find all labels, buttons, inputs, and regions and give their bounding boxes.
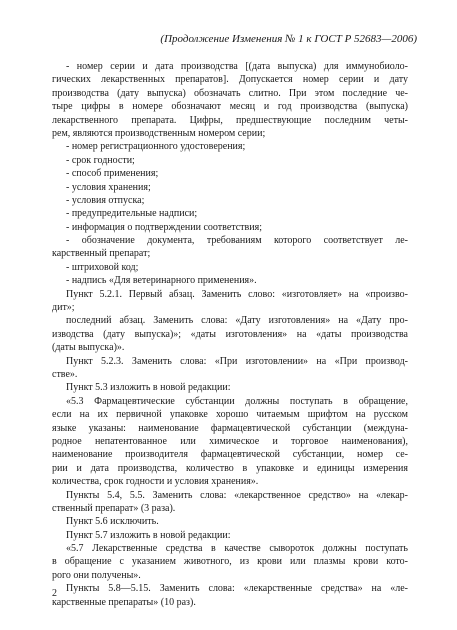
- text-line: дит»;: [52, 302, 75, 314]
- text-line: Пункт 5.2.1. Первый абзац. Заменить слово: «изготовляет» на «произво-: [66, 288, 408, 300]
- text-line: рем, являются производственным номером серии;: [52, 127, 266, 139]
- text-line: производства (дату выпуска) обозначать слитно. При этом последние че-: [52, 87, 408, 99]
- text-line: ственный препарат» (3 раза).: [52, 502, 176, 514]
- text-line: - номер серии и дата производства [(дата выпуска) для иммунобиоло-: [66, 61, 408, 72]
- text-line: гических лекарственных препаратов]. Допускается номер серии и дату: [52, 74, 408, 86]
- text-line: - условия отпуска;: [66, 194, 145, 206]
- text-line: количества, срок годности и условия хранения».: [52, 476, 259, 488]
- text-line: рого они получены».: [52, 569, 141, 581]
- text-line: - способ применения;: [66, 168, 159, 180]
- text-line: стве».: [52, 368, 78, 380]
- text-line: изводства (дату выпуска)»; «даты изготовления» на «даты производства: [52, 328, 408, 340]
- text-line: - условия хранения;: [66, 181, 151, 193]
- text-line: «5.3 Фармацевтические субстанции должны поступать в обращение,: [66, 395, 408, 407]
- text-line: карственный препарат;: [52, 248, 151, 260]
- text-line: (даты выпуска)».: [52, 342, 125, 354]
- text-line: карственные препараты» (10 раз).: [52, 596, 196, 608]
- running-header: (Продолжение Изменения № 1 к ГОСТ Р 52683—2006): [160, 33, 417, 45]
- text-line: лекарственного препарата. Цифры, предшествующие последним четы-: [52, 114, 408, 126]
- text-line: - срок годности;: [66, 154, 135, 166]
- text-line: «5.7 Лекарственные средства в качестве сывороток должны поступать: [66, 543, 408, 555]
- text-line: тыре цифры в номере обозначают месяц и год производства (выпуска): [52, 101, 408, 113]
- text-line: - предупредительные надписи;: [66, 208, 198, 220]
- text-line: последний абзац. Заменить слова: «Дату изготовления» на «Дату про-: [66, 315, 408, 327]
- text-line: Пункт 5.3 изложить в новой редакции:: [66, 382, 231, 394]
- text-line: - штриховой код;: [66, 261, 139, 273]
- text-line: языке указаны: наименование фармацевтической субстанции (междуна-: [52, 422, 408, 434]
- text-line: - информация о подтверждении соответствия;: [66, 221, 263, 233]
- text-line: Пункты 5.8—5.15. Заменить слова: «лекарственные средства» на «ле-: [66, 583, 408, 595]
- page-number: 2: [52, 588, 57, 599]
- text-line: если на их первичной упаковке хорошо читаемым шрифтом на русском: [52, 409, 408, 421]
- text-line: Пункт 5.7 изложить в новой редакции:: [66, 529, 231, 541]
- text-line: родное непатентованное или химическое и торговое наименования),: [52, 435, 408, 447]
- text-line: Пункт 5.6 исключить.: [66, 516, 159, 528]
- text-line: - надпись «Для ветеринарного применения».: [66, 275, 257, 287]
- text-line: наименование производителя фармацевтической субстанции, номер се-: [52, 449, 408, 461]
- text-line: Пункты 5.4, 5.5. Заменить слова: «лекарственное средство» на «лекар-: [66, 489, 408, 501]
- text-line: в обращение с указанием животного, из крови или плазмы крови кото-: [52, 556, 408, 568]
- text-line: рии и дата производства, количество в упаковке и единицы измерения: [52, 462, 408, 474]
- text-line: Пункт 5.2.3. Заменить слова: «При изготовлении» на «При производ-: [66, 355, 408, 367]
- text-line: - номер регистрационного удостоверения;: [66, 141, 246, 153]
- text-line: - обозначение документа, требованиям которого соответствует ле-: [66, 235, 408, 247]
- document-body: [52, 60, 408, 609]
